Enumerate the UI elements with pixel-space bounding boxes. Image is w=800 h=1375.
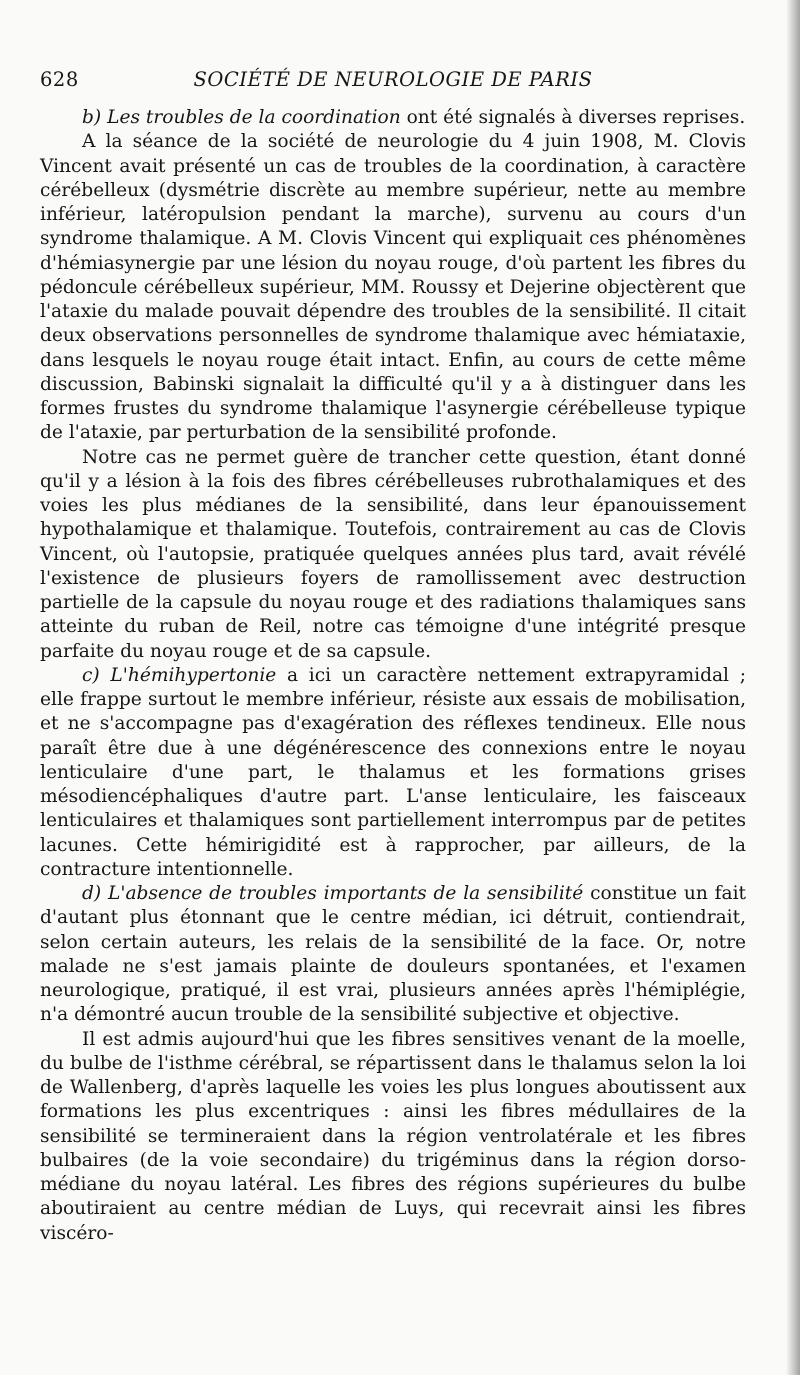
paragraph-text: a ici un caractère nettement extrapyramidal ; elle frappe surtout le membre inférieur, résiste aux essais de mobilisation, et ne s'accompagne pas d'exagération des réflexes tendineux. Elle nous paraît être due à une dégénérescence des connexions entre le noyau lenticulaire d'une part, le thalamus et les formations grises mésodiencéphaliques d'autre part. L'anse lenticulaire, les faisceaux lenticulaires et thalamiques sont partiellement interrompus par de petites lacunes. Cette hémirigidité est à rapprocher, par ailleurs, de la contracture intentionnelle. bbox=[40, 664, 746, 880]
paragraph-text: constitue un fait d'autant plus étonnant que le centre médian, ici détruit, contiendrait, selon certain auteurs, les relais de la sensibilité de la face. Or, notre malade ne s'est jamais plainte de douleurs spontanées, et l'examen neurologique, pratiqué, il est vrai, plusieurs années après l'hémiplégie, n'a démontré aucun trouble de la sensibilité subjective et objective. bbox=[40, 883, 746, 1026]
paragraph-text: A la séance de la société de neurologie du 4 juin 1908, M. Clovis Vincent avait présenté un cas de troubles de la coordination, à caractère cérébelleux (dysmétrie discrète au membre supérieur, nette au membre inférieur, latéropulsion pendant la marche), survenu au cours d'un syndrome thalamique. A M. Clovis Vincent qui expliquait ces phénomènes d'hémiasynergie par une lésion du noyau rouge, d'où partent les fibres du pédoncule cérébelleux supérieur, MM. Roussy et Dejerine objectèrent que l'ataxie du malade pouvait dépendre des troubles de la sensibilité. Il citait deux observations personnelles de syndrome thalamique avec hémiataxie, dans lesquels le noyau rouge était intact. Enfin, au cours de cette même discussion, Babinski signalait la difficulté qu'il y a à distinguer dans les formes frustes du syndrome thalamique l'asynergie cérébelleuse typique de l'ataxie, par perturbation de la sensibilité profonde. bbox=[40, 131, 746, 444]
italic-lead: L'hémihypertonie bbox=[110, 664, 277, 686]
paragraph-marker: d) bbox=[82, 883, 102, 904]
page-number: 628 bbox=[40, 68, 79, 91]
paragraph-text: Notre cas ne permet guère de trancher cette question, étant donné qu'il y a lésion à la fois des fibres cérébelleuses rubrothalamiques et des voies les plus médianes de la sensibilité, dans leur épanouissement hypothalamique et thalamique. Toutefois, contrairement au cas de Clovis Vincent, où l'autopsie, pratiquée quelques années plus tard, avait révélé l'existence de plusieurs foyers de ramollissement avec destruction partielle de la capsule du noyau rouge et des radiations thalamiques sans atteinte du ruban de Reil, notre cas témoigne d'une intégrité presque parfaite du noyau rouge et de sa capsule. bbox=[40, 446, 746, 662]
paragraph-b bbox=[40, 106, 746, 130]
document-page bbox=[40, 0, 746, 1375]
paragraph bbox=[40, 130, 746, 445]
running-title: SOCIÉTÉ DE NEUROLOGIE DE PARIS bbox=[193, 68, 593, 91]
paragraph-marker: c) bbox=[82, 664, 100, 686]
paragraph-text: ont été signalés à diverses reprises. bbox=[400, 107, 746, 128]
paragraph-marker: b) bbox=[82, 107, 102, 128]
paragraph-d bbox=[40, 882, 746, 1028]
italic-lead: Les troubles de la coordination bbox=[107, 107, 401, 128]
paragraph-text: Il est admis aujourd'hui que les fibres sensitives venant de la moelle, du bulbe de l'isthme cérébral, se répartissent dans le thalamus selon la loi de Wallenberg, d'après laquelle les voies les plus longues aboutissent aux formations les plus excentriques : ainsi les fibres médullaires de la sensibilité se termineraient dans la région ventrolatérale et les fibres bulbaires (de la voie secondaire) du trigéminus dans la région dorso-médiane du noyau latéral. Les fibres des régions supérieures du bulbe aboutiraient au centre médian de Luys, qui recevrait ainsi les fibres viscéro- bbox=[40, 1028, 746, 1244]
page-header bbox=[40, 68, 746, 98]
paragraph bbox=[40, 446, 746, 664]
body-text bbox=[40, 106, 746, 1246]
paragraph-c bbox=[40, 664, 746, 882]
italic-lead: L'absence de troubles importants de la sensibilité bbox=[107, 883, 584, 904]
page-edge-shadow bbox=[786, 0, 800, 1375]
paragraph bbox=[40, 1028, 746, 1246]
